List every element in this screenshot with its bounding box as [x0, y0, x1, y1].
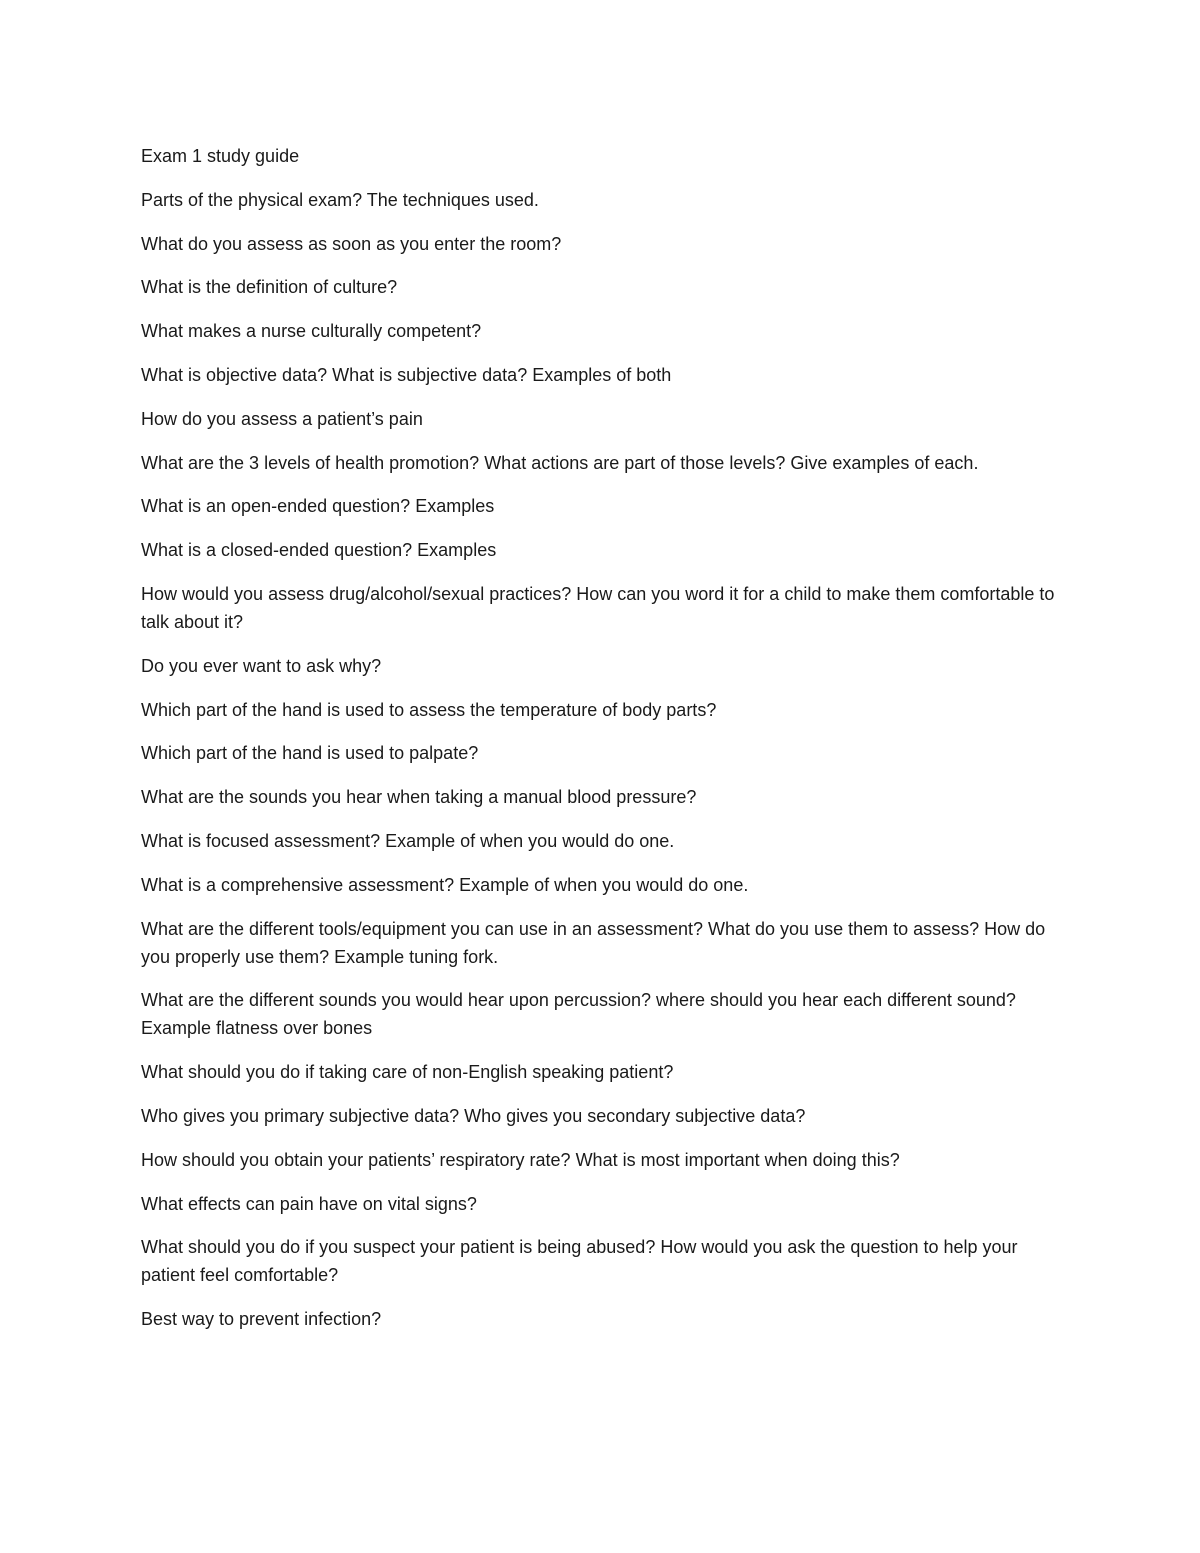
document-title: Exam 1 study guide [141, 146, 300, 166]
question-23: What should you do if you suspect your patient is being abused? How would you ask the question to help your patient feel comfortable? [141, 1237, 1018, 1286]
question-11: Do you ever want to ask why? [141, 655, 382, 676]
question-14: What are the sounds you hear when taking a manual blood pressure? [141, 787, 697, 808]
question-16: What is a comprehensive assessment? Example of when you would do one. [141, 874, 749, 895]
question-5: What is objective data? What is subjective data? Examples of both [141, 364, 672, 385]
question-20: Who gives you primary subjective data? Who gives you secondary subjective data? [141, 1105, 806, 1126]
question-7: What are the 3 levels of health promotion? What actions are part of those levels? Give examples of each. [141, 452, 979, 473]
question-1: Parts of the physical exam? The techniques used. [141, 189, 539, 210]
question-24: Best way to prevent infection? [141, 1309, 382, 1330]
question-2: What do you assess as soon as you enter the room? [141, 233, 562, 254]
question-18: What are the different sounds you would hear upon percussion? where should you hear each different sound? Example flatness over bones [141, 990, 1016, 1039]
question-15: What is focused assessment? Example of when you would do one. [141, 830, 675, 851]
question-6: How do you assess a patient’s pain [141, 408, 423, 429]
document-body [141, 142, 1066, 1349]
question-13: Which part of the hand is used to palpate? [141, 743, 479, 764]
question-4: What makes a nurse culturally competent? [141, 321, 482, 342]
question-9: What is a closed-ended question? Examples [141, 540, 497, 561]
question-8: What is an open-ended question? Examples [141, 496, 495, 517]
question-21: How should you obtain your patients’ respiratory rate? What is most important when doing this? [141, 1149, 900, 1170]
question-19: What should you do if taking care of non-English speaking patient? [141, 1062, 674, 1083]
question-12: Which part of the hand is used to assess the temperature of body parts? [141, 699, 717, 720]
question-17: What are the different tools/equipment you can use in an assessment? What do you use them to assess? How do you properly use them? Example tuning fork. [141, 918, 1046, 967]
question-3: What is the definition of culture? [141, 277, 398, 298]
question-22: What effects can pain have on vital signs? [141, 1193, 477, 1214]
question-10: How would you assess drug/alcohol/sexual practices? How can you word it for a child to make them comfortable to talk about it? [141, 583, 1055, 632]
